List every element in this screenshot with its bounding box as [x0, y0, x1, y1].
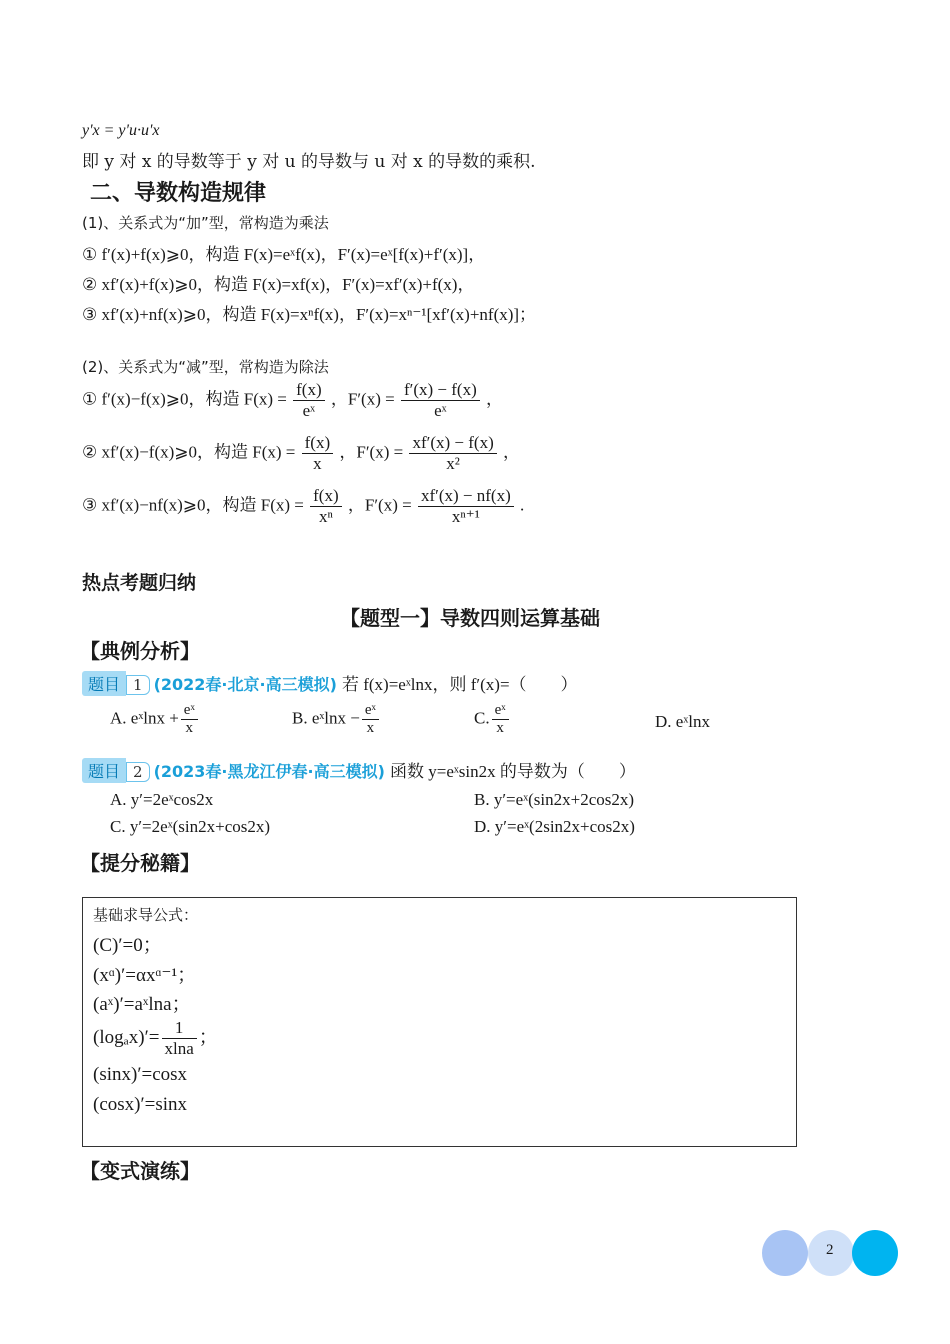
q2-option-a[interactable]: A. y′=2eˣcos2x	[110, 790, 214, 809]
page-circle-right	[852, 1230, 898, 1276]
sub-item-3: ③ xf′(x)−nf(x)⩾0，构造 F(x) = $\frac{f(x)}{\text{xⁿ}}$ ，F′(x) = $\frac{xf'(x) - nf(x)}{\text{xⁿ⁺¹}}$ .	[82, 486, 525, 526]
hot-title: 热点考题归纳	[82, 572, 197, 594]
formula-constant: (C)′=0；	[93, 935, 162, 956]
formula-exponential: (aˣ)′=aˣlna；	[93, 994, 191, 1015]
formula-sin: (sinx)′=cosx	[93, 1064, 188, 1085]
add-item-1: ① f′(x)+f(x)⩾0，构造 F(x)=eˣf(x)，F′(x)=eˣ[f(x)+f′(x)]，	[82, 245, 486, 264]
question-number: 2	[126, 762, 150, 782]
question-stem: 若 f(x)=eˣlnx，则 f′(x)=（ ）	[341, 675, 578, 694]
q1-option-a[interactable]: A. eˣlnx + $\frac{\text{eˣ}}{x}$	[110, 702, 200, 737]
q1-option-b[interactable]: B. eˣlnx − $\frac{\text{eˣ}}{x}$	[292, 702, 381, 737]
question-2	[82, 757, 636, 783]
q2-option-c[interactable]: C. y′=2eˣ(sin2x+cos2x)	[110, 817, 271, 836]
question-stem: 函数 y=eˣsin2x 的导数为（ ）	[389, 762, 636, 781]
type-title: 【题型一】导数四则运算基础	[340, 606, 600, 630]
q2-option-b[interactable]: B. y′=eˣ(sin2x+2cos2x)	[474, 790, 635, 809]
page-circle-left	[762, 1230, 808, 1276]
sub-item-1: ① f′(x)−f(x)⩾0，构造 F(x) = $\frac{f(x)}{\text{eˣ}}$ ，F′(x) = $\frac{f'(x) - f(x)}{\text{eˣ}}$ ，	[82, 380, 503, 420]
formula-log: (logₐx)′= $\frac{1}{xlna}$ ；	[93, 1018, 218, 1058]
question-source: (2023春·黑龙江伊春·高三模拟)	[153, 762, 385, 781]
sub-intro: (2)、关系式为“减”型，常构造为除法	[82, 358, 329, 376]
question-tag: 题目	[82, 671, 126, 696]
formula-cos: (cosx)′=sinx	[93, 1094, 188, 1115]
formula-power: (xᵅ)′=αxᵅ⁻¹；	[93, 965, 197, 986]
page-number: 2	[826, 1242, 834, 1258]
sub-item-2: ② xf′(x)−f(x)⩾0，构造 F(x) = $\frac{f(x)}{x}$ ，F′(x) = $\frac{xf'(x) - f(x)}{\text{x²}}$ ，	[82, 433, 520, 473]
q2-option-d[interactable]: D. y′=eˣ(2sin2x+cos2x)	[474, 817, 635, 836]
chain-rule-text: 即 y 对 x 的导数等于 y 对 u 的导数与 u 对 x 的导数的乘积.	[82, 152, 536, 172]
q1-option-c[interactable]: C. $\frac{\text{eˣ}}{x}$	[474, 702, 511, 737]
tips-title: 【提分秘籍】	[80, 851, 200, 875]
chain-rule-formula: y'x = y'u·u'x	[82, 122, 160, 139]
tips-box	[82, 897, 797, 1147]
section-title: 二、导数构造规律	[90, 181, 267, 206]
question-tag: 题目	[82, 758, 126, 783]
add-item-3: ③ xf′(x)+nf(x)⩾0，构造 F(x)=xⁿf(x)，F′(x)=xⁿ⁻¹[xf′(x)+nf(x)]；	[82, 305, 537, 324]
example-title: 【典例分析】	[80, 639, 200, 663]
add-intro: (1)、关系式为“加”型，常构造为乘法	[82, 214, 329, 232]
q1-option-d[interactable]: D. eˣlnx	[655, 712, 710, 731]
question-1	[82, 670, 578, 696]
tips-heading: 基础求导公式：	[93, 906, 199, 924]
question-source: (2022春·北京·高三模拟)	[153, 675, 337, 694]
add-item-2: ② xf′(x)+f(x)⩾0，构造 F(x)=xf(x)，F′(x)=xf′(x)+f(x)，	[82, 275, 475, 294]
question-number: 1	[126, 675, 150, 695]
variant-title: 【变式演练】	[80, 1159, 200, 1183]
